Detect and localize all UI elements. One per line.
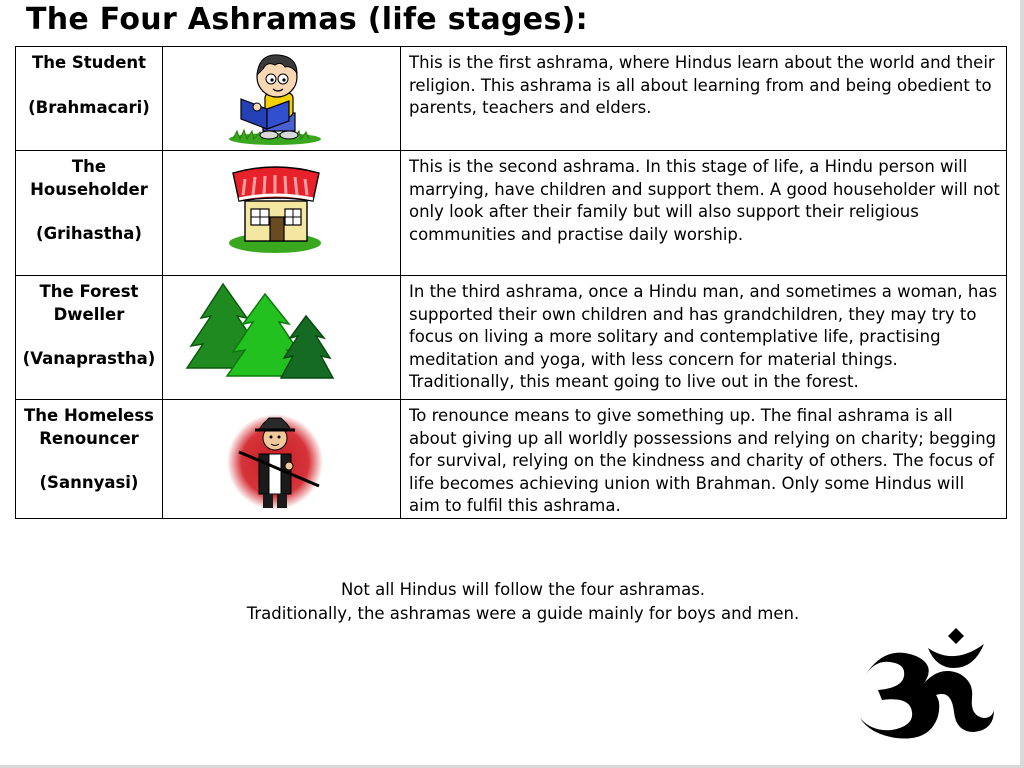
stage-name: The Homeless bbox=[24, 406, 154, 425]
stage-image-cell bbox=[163, 400, 401, 519]
table-row bbox=[16, 151, 1007, 276]
footer-line-1: Not all Hindus will follow the four ashramas. bbox=[340, 580, 706, 599]
spacer bbox=[16, 201, 162, 223]
footer-note bbox=[0, 578, 1024, 626]
stage-description: This is the second ashrama. In this stage of life, a Hindu person will marrying, have children and support them. A good householder will not only look after their family but will also support their religious communities and practise daily worship. bbox=[401, 151, 1007, 276]
stage-name: The bbox=[71, 157, 107, 176]
house-icon bbox=[163, 151, 400, 276]
stage-sanskrit-name: (Sannyasi) bbox=[39, 473, 139, 492]
stage-image-cell bbox=[163, 151, 401, 276]
stage-name-cell bbox=[16, 47, 163, 151]
right-border bbox=[1020, 0, 1024, 768]
table-row bbox=[16, 47, 1007, 151]
stage-description: To renounce means to give something up. The final ashrama is all about giving up all worldly possessions and relying on charity; begging for survival, relying on the kindness and charity of others. The focus of life becomes achieving union with Brahman. Only some Hindus will aim to fulfil this ashrama. bbox=[401, 400, 1007, 519]
reading-boy-icon bbox=[163, 47, 400, 151]
stage-image-cell bbox=[163, 47, 401, 151]
stage-name-cell bbox=[16, 151, 163, 276]
stage-name-line2: Householder bbox=[30, 179, 148, 199]
spacer bbox=[16, 450, 162, 472]
stage-sanskrit-name: (Brahmacari) bbox=[28, 97, 150, 117]
table-row bbox=[16, 276, 1007, 400]
stage-name-line2: Renouncer bbox=[39, 428, 139, 448]
stage-name-cell bbox=[16, 276, 163, 400]
stage-name: The Forest bbox=[39, 282, 139, 301]
stage-description: This is the first ashrama, where Hindus learn about the world and their religion. This ashrama is all about learning from and being obedient to parents, teachers and elders. bbox=[401, 47, 1007, 151]
page-title: The Four Ashramas (life stages): bbox=[26, 2, 588, 37]
spacer bbox=[16, 326, 162, 348]
stage-sanskrit-name: (Grihastha) bbox=[36, 224, 142, 243]
ashramas-table bbox=[15, 46, 1007, 519]
stage-name: The Student bbox=[31, 53, 147, 72]
stage-name-line2 bbox=[16, 75, 162, 97]
table-row bbox=[16, 400, 1007, 519]
wanderer-icon bbox=[163, 400, 400, 517]
stage-name-line2: Dweller bbox=[53, 304, 125, 324]
footer-line-2: Traditionally, the ashramas were a guide mainly for boys and men. bbox=[246, 604, 800, 623]
forest-trees-icon bbox=[163, 276, 400, 400]
stage-name-cell bbox=[16, 400, 163, 519]
stage-sanskrit-name: (Vanaprastha) bbox=[22, 349, 156, 368]
stage-image-cell bbox=[163, 276, 401, 400]
om-symbol-icon bbox=[858, 628, 998, 742]
stage-description: In the third ashrama, once a Hindu man, and sometimes a woman, has supported their own children and has grandchildren, they may try to focus on living a more solitary and contemplative life, practising meditation and yoga, with less concern for material things. Traditionally, this meant going to live out in the forest. bbox=[401, 276, 1007, 400]
